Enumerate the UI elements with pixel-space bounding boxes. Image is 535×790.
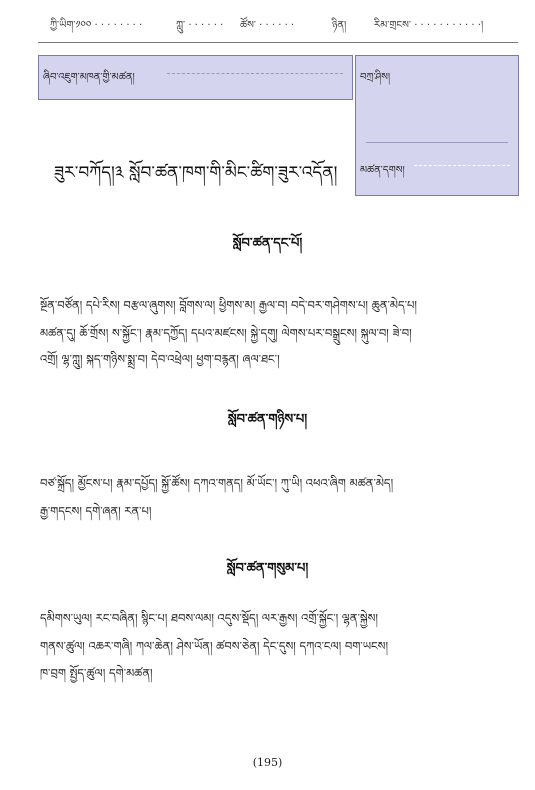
header-segment-5: རིམ་གྲངས་ · · · · · · · · · · ·། [374, 20, 484, 31]
section-3-line-1: དམིགས་ཡུལ། རང་བཞིན། སྙིང་པ། ཐབས་ལམ། འདུས་སྡོད། ལར་རྒྱས། འགྲོ་སྐྱོང་། ལྷན་སྐྱེས། [40, 611, 378, 625]
section-1-line-1: སྔོན་བཙོན། དཔེ་རིས། བརྩལ་ཞུགས། བློགས་ལ། ཕྱིགས་མ། རྒྱལ་བ། བདེ་བར་གཤེགས་པ། ཆུན་མེད་པ། [40, 298, 417, 312]
lesson-title: ཟུར་བཀོད།༣ སློབ་ཚན་ཁག་གི་མིང་ཚིག་ཟུར་འདོན། [54, 163, 338, 183]
reviewer-name-box[interactable] [38, 55, 353, 100]
section-1-line-2: མཚན་དུ། ཆོ་གྲོས། ས་སྐྱོང་། རྣམ་དཀྱོད། དཔའ་མཛངས། སྐྱེ་དགུ། ལེགས་པར་བསྒྲུངས། སྐུལ་བ། ཟེ་བ། [40, 326, 412, 340]
page-number: (195) [252, 756, 283, 769]
section-heading-1: སློབ་ཚན་དང་པོ། [232, 236, 303, 251]
section-3-line-3: ཁ་བྲག སྤྱོད་ཚུལ། དགེ་མཚན། [40, 666, 153, 680]
section-heading-3: སློབ་ཚན་གསུམ་པ། [226, 561, 309, 576]
header-rule [38, 42, 518, 43]
header-segment-2: ཀླུ་ · · · · · · [176, 20, 224, 31]
page-header [50, 12, 505, 34]
reviewer-name-dashed-line [167, 73, 343, 74]
section-heading-2: སློབ་ཚན་གཉིས་པ། [227, 412, 308, 427]
section-3-line-2: གནས་ཚུལ། འཆར་གཞི། ཀལ་ཆེན། ཤེས་ཡོན། ཚབས་ཅེན། དེང་དུས། དཀའ་ངལ། བག་ཡངས། [40, 639, 388, 653]
signature-line [366, 142, 508, 143]
section-2-line-2: རྒྱ་གདངས། དགེ་ཞན། རན་པ། [40, 504, 152, 518]
header-segment-3: ཚོས་ · · · · · · [240, 20, 295, 31]
header-segment-4: ཉིན། [332, 20, 347, 31]
section-1-line-3: འགྲོ། ལྷ་ཀླུ། སྐད་གཉིས་སྨྲ་བ། དེབ་འཕྲེལ། ཕྱག་བརྙན། ཞལ་ཐང་། [40, 352, 280, 366]
header-segment-1: ཀྱི་ཡིག་༡༠༠ · · · · · · · · [50, 20, 143, 31]
signature-box-top-label: བཀྲ་ཤིས། [360, 72, 391, 83]
signature-box-bottom-label: མཚན་དགས། [360, 165, 405, 176]
signature-box[interactable] [355, 55, 519, 196]
reviewer-name-label: ཞིབ་འཇུག་མཁན་གྱི་མཚན། [43, 72, 135, 83]
section-2-line-1: བཙ་སྐྲོད། མྱོངས་པ། རྣམ་དཔྱོད། སྐྱོ་ཚོས། དཀའ་གནད། མོ་ཡོང་། ཀུ་ཡི། འཕའ་ཞིག མཚན་མེད། [40, 476, 394, 490]
signature-box-dashed-line [414, 165, 510, 166]
